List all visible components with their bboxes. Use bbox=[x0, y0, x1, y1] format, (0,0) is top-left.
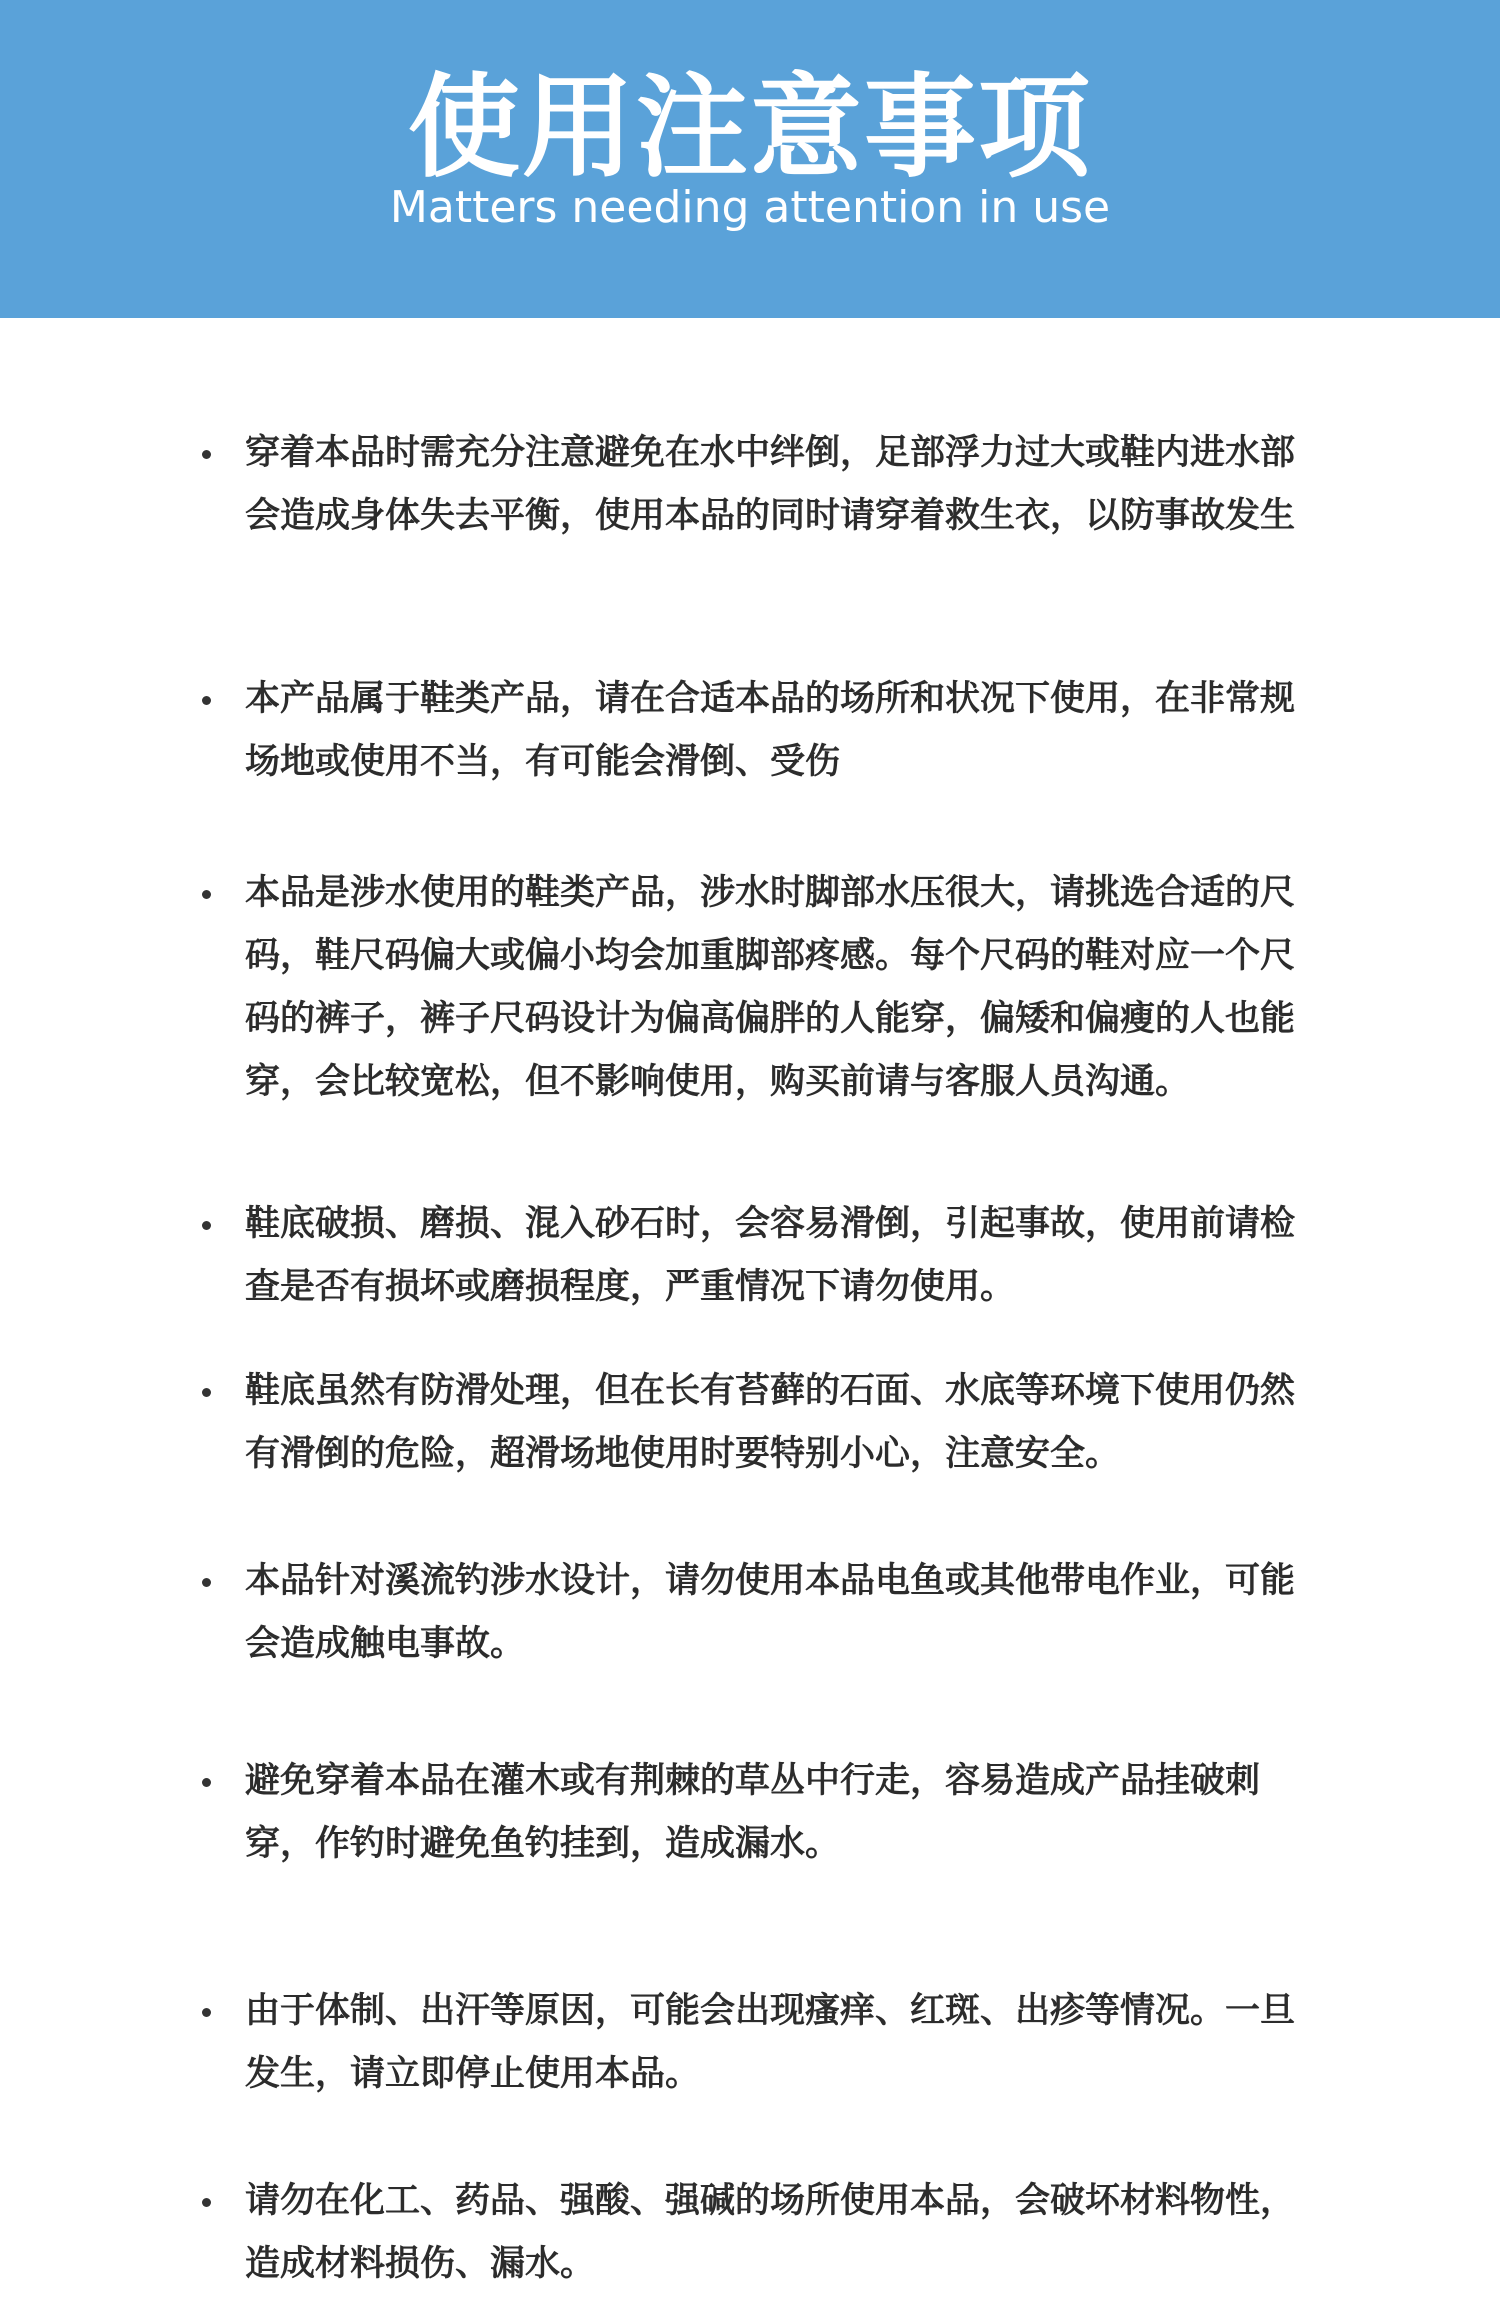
bullet-icon bbox=[198, 862, 243, 925]
bullet-icon bbox=[198, 1360, 243, 1423]
note-text: 请勿在化工、药品、强酸、强碱的场所使用本品，会破坏材料物性，造成材料损伤、漏水。 bbox=[245, 2181, 1296, 2284]
list-item bbox=[198, 668, 1298, 794]
bullet-icon bbox=[198, 1550, 243, 1613]
list-item bbox=[198, 1193, 1298, 1319]
bullet-icon bbox=[198, 1980, 243, 2043]
note-text: 避免穿着本品在灌木或有荆棘的草丛中行走，容易造成产品挂破刺穿，作钓时避免鱼钓挂到，造成漏水。 bbox=[245, 1761, 1261, 1864]
list-item bbox=[198, 1360, 1298, 1486]
bullet-icon bbox=[198, 422, 243, 485]
note-text: 本产品属于鞋类产品，请在合适本品的场所和状况下使用，在非常规场地或使用不当，有可能会滑倒、受伤 bbox=[245, 679, 1296, 782]
list-item bbox=[198, 862, 1298, 1114]
list-item bbox=[198, 1980, 1298, 2106]
note-text: 鞋底虽然有防滑处理，但在长有苔藓的石面、水底等环境下使用仍然有滑倒的危险，超滑场地使用时要特别小心，注意安全。 bbox=[245, 1371, 1296, 1474]
list-item bbox=[198, 422, 1298, 548]
note-text: 穿着本品时需充分注意避免在水中绊倒，足部浮力过大或鞋内进水部会造成身体失去平衡，使用本品的同时请穿着救生衣，以防事故发生 bbox=[245, 433, 1296, 536]
note-text: 本品针对溪流钓涉水设计，请勿使用本品电鱼或其他带电作业，可能会造成触电事故。 bbox=[245, 1561, 1296, 1664]
list-item bbox=[198, 1550, 1298, 1676]
note-text: 本品是涉水使用的鞋类产品，涉水时脚部水压很大，请挑选合适的尺码，鞋尺码偏大或偏小均会加重脚部疼感。每个尺码的鞋对应一个尺码的裤子，裤子尺码设计为偏高偏胖的人能穿，偏矮和偏瘦的人也能穿，会比较宽松，但不影响使用，购买前请与客服人员沟通。 bbox=[245, 873, 1296, 1102]
bullet-icon bbox=[198, 2170, 243, 2233]
bullet-icon bbox=[198, 1193, 243, 1256]
list-item bbox=[198, 2170, 1298, 2296]
page-title: 使用注意事项 bbox=[408, 63, 1092, 193]
bullet-icon bbox=[198, 668, 243, 731]
page-subtitle: Matters needing attention in use bbox=[389, 182, 1111, 233]
note-text: 鞋底破损、磨损、混入砂石时，会容易滑倒，引起事故，使用前请检查是否有损坏或磨损程度，严重情况下请勿使用。 bbox=[245, 1204, 1296, 1307]
header-banner bbox=[0, 0, 1500, 318]
note-text: 由于体制、出汗等原因，可能会出现瘙痒、红斑、出疹等情况。一旦发生，请立即停止使用本品。 bbox=[245, 1991, 1296, 2094]
list-item bbox=[198, 1750, 1298, 1876]
bullet-icon bbox=[198, 1750, 243, 1813]
